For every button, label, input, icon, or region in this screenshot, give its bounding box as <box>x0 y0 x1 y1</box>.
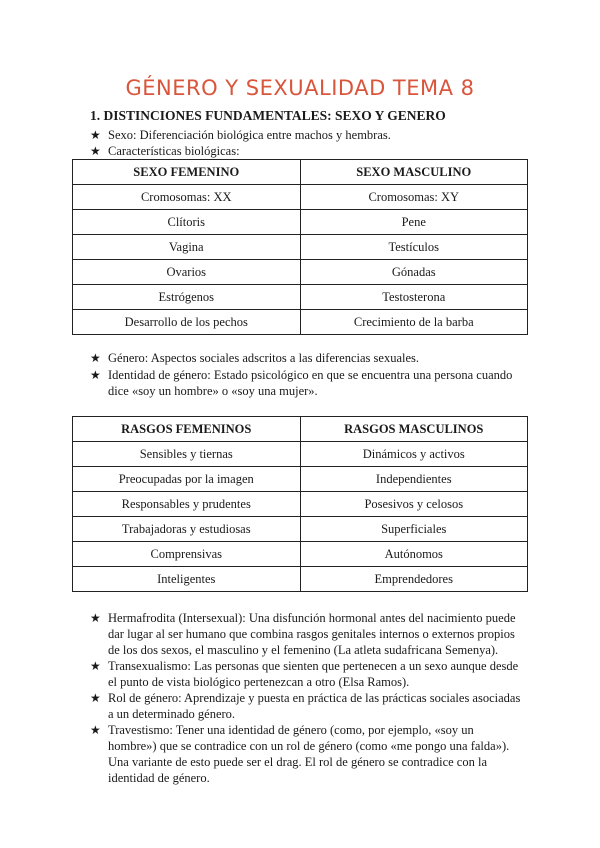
page-title: GÉNERO Y SEXUALIDAD TEMA 8 <box>125 76 475 100</box>
table-row: Clítoris Pene <box>73 210 528 235</box>
table-row: Vagina Testículos <box>73 235 528 260</box>
star-icon: ★ <box>90 144 101 158</box>
table-row: Ovarios Gónadas <box>73 260 528 285</box>
table-rasgos <box>72 416 528 592</box>
bullet-identidad: ★ Identidad de género: Estado psicológico en que se encuentra una persona cuando dice «soy un hombre» o «soy una mujer». <box>90 368 513 398</box>
star-icon: ★ <box>90 128 101 142</box>
bullet-rol-genero: ★ Rol de género: Aprendizaje y puesta en práctica de las prácticas sociales asociadas a un determinado género. <box>90 691 521 721</box>
bullet-hermafrodita: ★ Hermafrodita (Intersexual): Una disfunción hormonal antes del nacimiento puede dar lugar al ser humano que combina rasgos genitales internos o externos propios de los dos sexos, el masculino y el femenino (La atleta sudafricana Semenya). <box>90 611 516 657</box>
table-header: RASGOS FEMENINOS <box>73 417 301 442</box>
table-header-row <box>73 417 528 442</box>
table-row: Desarrollo de los pechos Crecimiento de la barba <box>73 310 528 335</box>
star-icon: ★ <box>90 659 101 673</box>
bullet-caracteristicas: ★ Características biológicas: <box>90 144 240 158</box>
table-row: Trabajadoras y estudiosas Superficiales <box>73 517 528 542</box>
table-header: SEXO FEMENINO <box>73 160 301 185</box>
bullet-sexo: ★ Sexo: Diferenciación biológica entre machos y hembras. <box>90 128 391 142</box>
table-sexo <box>72 159 528 335</box>
table-row: Cromosomas: XX Cromosomas: XY <box>73 185 528 210</box>
table-row: Inteligentes Emprendedores <box>73 567 528 592</box>
table-row: Sensibles y tiernas Dinámicos y activos <box>73 442 528 467</box>
table-row: Comprensivas Autónomos <box>73 542 528 567</box>
table-row: Preocupadas por la imagen Independientes <box>73 467 528 492</box>
bullet-genero: ★ Género: Aspectos sociales adscritos a las diferencias sexuales. <box>90 351 420 365</box>
table-header: RASGOS MASCULINOS <box>300 417 528 442</box>
star-icon: ★ <box>90 351 101 365</box>
table-row: Estrógenos Testosterona <box>73 285 528 310</box>
section-heading: 1. DISTINCIONES FUNDAMENTALES: SEXO Y GENERO <box>90 108 446 123</box>
bullet-transexualismo: ★ Transexualismo: Las personas que sienten que pertenecen a un sexo aunque desde el punto de vista biológico pertenezcan a otro (Elsa Ramos). <box>90 659 519 689</box>
table-header: SEXO MASCULINO <box>300 160 528 185</box>
star-icon: ★ <box>90 368 101 382</box>
star-icon: ★ <box>90 611 101 625</box>
star-icon: ★ <box>90 691 101 705</box>
bullet-travestismo: ★ Travestismo: Tener una identidad de género (como, por ejemplo, «soy un hombre») que se contradice con un rol de género (como «me pongo una falda»). Una variante de esto puede ser el drag. El rol de género se contradice con la identidad de género. <box>90 723 510 785</box>
table-row: Responsables y prudentes Posesivos y celosos <box>73 492 528 517</box>
star-icon: ★ <box>90 723 101 737</box>
table-header-row <box>73 160 528 185</box>
